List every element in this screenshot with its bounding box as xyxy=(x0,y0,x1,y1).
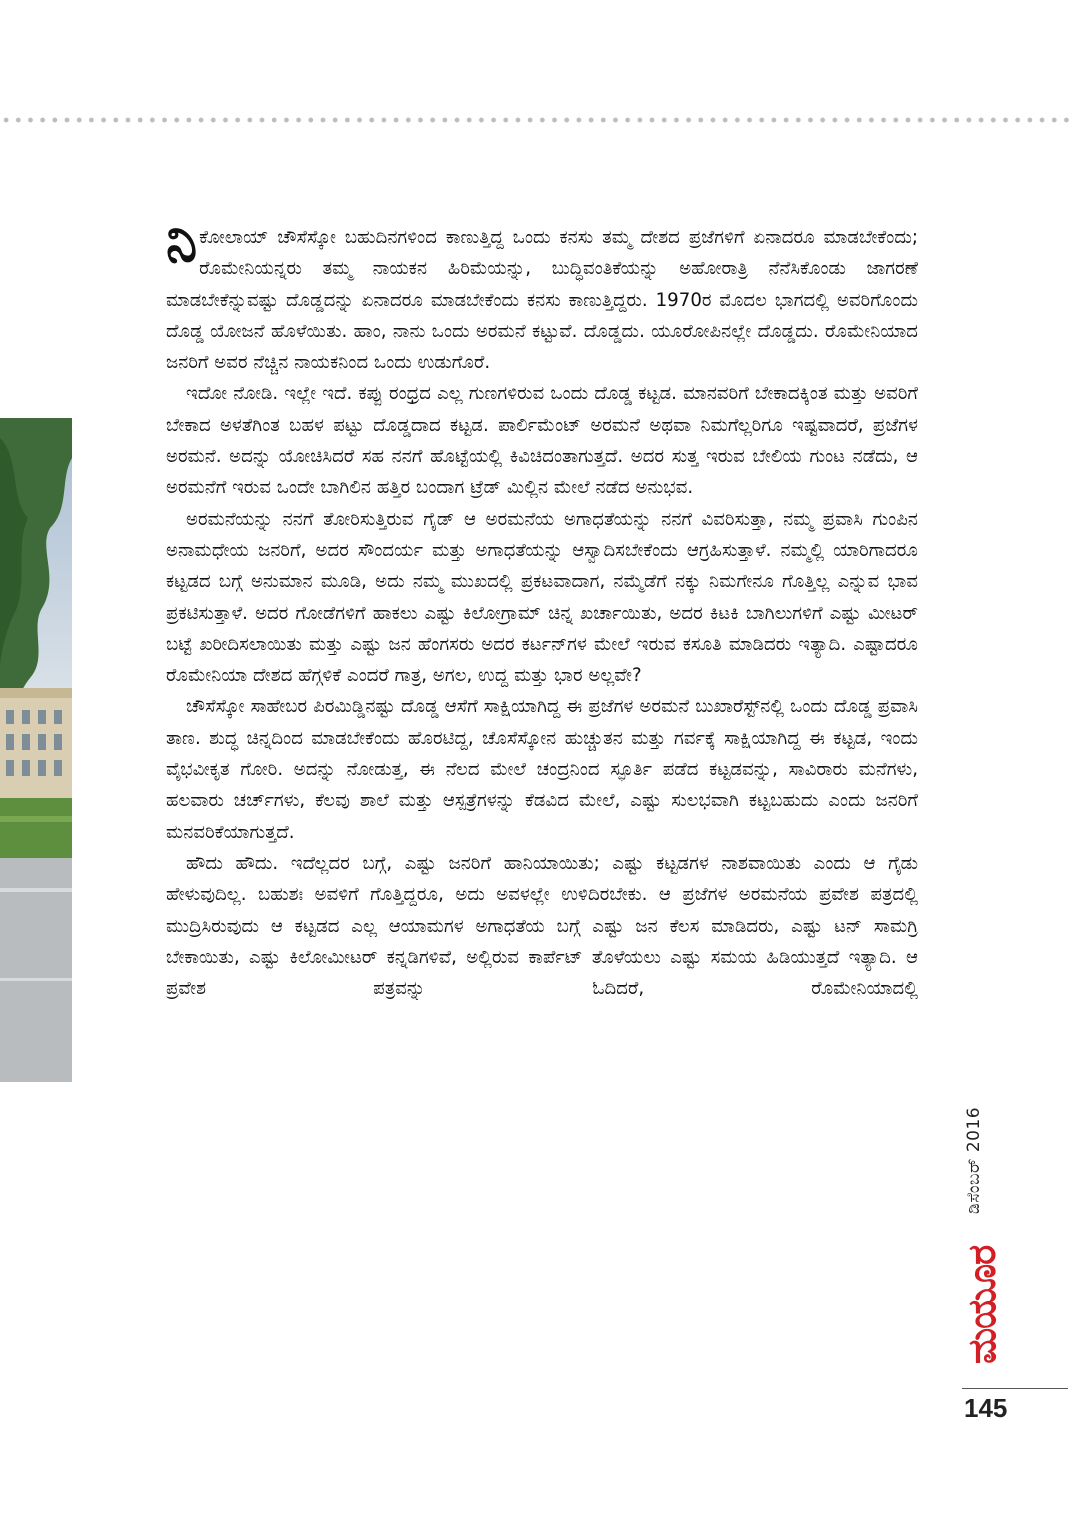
article-paragraph: ಅರಮನೆಯನ್ನು ನನಗೆ ತೋರಿಸುತ್ತಿರುವ ಗೈಡ್ ಆ ಅರಮನೆಯ ಅಗಾಧತೆಯನ್ನು ನನಗೆ ವಿವರಿಸುತ್ತಾ, ನಮ್ಮ ಪ್ರವಾಸಿ ಗುಂಪಿನ ಅನಾಮಧೇಯ ಜನರಿಗೆ, ಅದರ ಸೌಂದರ್ಯ ಮತ್ತು ಅಗಾಧತೆಯನ್ನು ಆಸ್ವಾದಿಸಬೇಕೆಂದು ಆಗ್ರಹಿಸುತ್ತಾಳೆ. ನಮ್ಮಲ್ಲಿ ಯಾರಿಗಾದರೂ ಕಟ್ಟಡದ ಬಗ್ಗೆ ಅನುಮಾನ ಮೂಡಿ, ಅದು ನಮ್ಮ ಮುಖದಲ್ಲಿ ಪ್ರಕಟವಾದಾಗ, ನಮ್ಮೆಡೆಗೆ ನಕ್ಕು ನಿಮಗೇನೂ ಗೊತ್ತಿಲ್ಲ ಎನ್ನುವ ಭಾವ ಪ್ರಕಟಿಸುತ್ತಾಳೆ. ಅದರ ಗೋಡೆಗಳಿಗೆ ಹಾಕಲು ಎಷ್ಟು ಕಿಲೋಗ್ರಾಮ್ ಚಿನ್ನ ಖರ್ಚಾಯಿತು, ಅದರ ಕಿಟಕಿ ಬಾಗಿಲುಗಳಿಗೆ ಎಷ್ಟು ಮೀಟರ್ ಬಟ್ಟೆ ಖರೀದಿಸಲಾಯಿತು ಮತ್ತು ಎಷ್ಟು ಜನ ಹೆಂಗಸರು ಅದರ ಕರ್ಟನ್‌ಗಳ ಮೇಲೆ ಇರುವ ಕಸೂತಿ ಮಾಡಿದರು ಇತ್ಯಾದಿ. ಎಷ್ಟಾದರೂ ರೊಮೇನಿಯಾ ದೇಶದ ಹೆಗ್ಗಳಿಕೆ ಎಂದರೆ ಗಾತ್ರ, ಅಗಲ, ಉದ್ದ ಮತ್ತು ಭಾರ ಅಲ್ಲವೇ? xyxy=(166,508,918,687)
article-paragraph xyxy=(166,209,918,378)
drop-cap: ನಿ xyxy=(166,209,198,275)
magazine-logo: ಮಯೂರ xyxy=(960,1245,1004,1364)
page-number: 145 xyxy=(964,1393,1008,1423)
paragraph-text: ಕೋಲಾಯ್ ಚೌಸೆಸ್ಕೋ ಬಹುದಿನಗಳಿಂದ ಕಾಣುತ್ತಿದ್ದ ಒಂದು ಕನಸು ತಮ್ಮ ದೇಶದ ಪ್ರಜೆಗಳಿಗೆ ಏನಾದರೂ ಮಾಡಬೇಕೆಂದು; ರೊಮೇನಿಯನ್ನರು ತಮ್ಮ ನಾಯಕನ ಹಿರಿಮೆಯನ್ನು, ಬುದ್ಧಿವಂತಿಕೆಯನ್ನು ಅಹೋರಾತ್ರಿ ನೆನೆಸಿಕೊಂಡು ಜಾಗರಣೆ ಮಾಡಬೇಕೆನ್ನುವಷ್ಟು ದೊಡ್ಡದನ್ನು ಏನಾದರೂ ಮಾಡಬೇಕೆಂದು ಕನಸು ಕಾಣುತ್ತಿದ್ದರು. 1970ರ ಮೊದಲ ಭಾಗದಲ್ಲಿ ಅವರಿಗೊಂದು ದೊಡ್ಡ ಯೋಜನೆ ಹೊಳೆಯಿತು. ಹಾಂ, ನಾನು ಒಂದು ಅರಮನೆ ಕಟ್ಟುವೆ. ದೊಡ್ಡದು. ಯೂರೋಪಿನಲ್ಲೇ ದೊಡ್ಡದು. ರೊಮೇನಿಯಾದ ಜನರಿಗೆ ಅವರ ನೆಚ್ಚಿನ ನಾಯಕನಿಂದ ಒಂದು ಉಡುಗೊರೆ. xyxy=(166,227,918,374)
article-paragraph: ಹೌದು ಹೌದು. ಇದೆಲ್ಲದರ ಬಗ್ಗೆ, ಎಷ್ಟು ಜನರಿಗೆ ಹಾನಿಯಾಯಿತು; ಎಷ್ಟು ಕಟ್ಟಡಗಳ ನಾಶವಾಯಿತು ಎಂದು ಆ ಗೈಡು ಹೇಳುವುದಿಲ್ಲ. ಬಹುಶಃ ಅವಳಿಗೆ ಗೊತ್ತಿದ್ದರೂ, ಅದು ಅವಳಲ್ಲೇ ಉಳಿದಿರಬೇಕು. ಆ ಪ್ರಜೆಗಳ ಅರಮನೆಯ ಪ್ರವೇಶ ಪತ್ರದಲ್ಲಿ ಮುದ್ರಿಸಿರುವುದು ಆ ಕಟ್ಟಡದ ಎಲ್ಲ ಆಯಾಮಗಳ ಅಗಾಧತೆಯ ಬಗ್ಗೆ ಎಷ್ಟು ಜನ ಕೆಲಸ ಮಾಡಿದರು, ಎಷ್ಟು ಟನ್ ಸಾಮಗ್ರಿ ಬೇಕಾಯಿತು, ಎಷ್ಟು ಕಿಲೋಮೀಟರ್ ಕನ್ನಡಿಗಳಿವೆ, ಅಲ್ಲಿರುವ ಕಾರ್ಪೆಟ್ ತೊಳೆಯಲು ಎಷ್ಟು ಸಮಯ ಹಿಡಿಯುತ್ತದೆ ಇತ್ಯಾದಿ. ಆ ಪ್ರವೇಶ ಪತ್ರವನ್ನು ಓದಿದರೆ, ರೊಮೇನಿಯಾದಲ್ಲಿ xyxy=(166,852,918,1000)
issue-date: ಡಿಸೆಂಬರ್ 2016 xyxy=(964,1106,984,1214)
dotted-divider xyxy=(0,116,1072,124)
article-body xyxy=(166,209,918,1004)
article-paragraph: ಚೌಸೆಸ್ಕೋ ಸಾಹೇಬರ ಪಿರಮಿಡ್ಡಿನಷ್ಟು ದೊಡ್ಡ ಆಸೆಗೆ ಸಾಕ್ಷಿಯಾಗಿದ್ದ ಈ ಪ್ರಜೆಗಳ ಅರಮನೆ ಬುಖಾರೆಸ್ಟ್‌ನಲ್ಲಿ ಒಂದು ದೊಡ್ಡ ಪ್ರವಾಸಿ ತಾಣ. ಶುದ್ಧ ಚಿನ್ನದಿಂದ ಮಾಡಬೇಕೆಂದು ಹೊರಟಿದ್ದ, ಚೊಸೆಸ್ಕೋನ ಹುಚ್ಚುತನ ಮತ್ತು ಗರ್ವಕ್ಕೆ ಸಾಕ್ಷಿಯಾಗಿದ್ದ ಈ ಕಟ್ಟಡ, ಇಂದು ವೈಭವೀಕೃತ ಗೋರಿ. ಅದನ್ನು ನೋಡುತ್ತ, ಈ ನೆಲದ ಮೇಲೆ ಚಂದ್ರನಿಂದ ಸ್ಫೂರ್ತಿ ಪಡೆದ ಕಟ್ಟಡವನ್ನು, ಸಾವಿರಾರು ಮನೆಗಳು, ಹಲವಾರು ಚರ್ಚ್‌ಗಳು, ಕೆಲವು ಶಾಲೆ ಮತ್ತು ಆಸ್ಪತ್ರೆಗಳನ್ನು ಕೆಡವಿದ ಮೇಲೆ, ಎಷ್ಟು ಸುಲಭವಾಗಿ ಕಟ್ಟಬಹುದು ಎಂದು ಜನರಿಗೆ ಮನವರಿಕೆಯಾಗುತ್ತದೆ. xyxy=(166,696,918,843)
article-paragraph: ಇದೋ ನೋಡಿ. ಇಲ್ಲೇ ಇದೆ. ಕಪ್ಪು ರಂಧ್ರದ ಎಲ್ಲ ಗುಣಗಳಿರುವ ಒಂದು ದೊಡ್ಡ ಕಟ್ಟಡ. ಮಾನವರಿಗೆ ಬೇಕಾದಕ್ಕಿಂತ ಮತ್ತು ಅವರಿಗೆ ಬೇಕಾದ ಅಳತೆಗಿಂತ ಬಹಳ ಪಟ್ಟು ದೊಡ್ಡದಾದ ಕಟ್ಟಡ. ಪಾರ್ಲಿಮೆಂಟ್ ಅರಮನೆ ಅಥವಾ ನಿಮಗೆಲ್ಲರಿಗೂ ಇಷ್ಟವಾದರೆ, ಪ್ರಜೆಗಳ ಅರಮನೆ. ಅದನ್ನು ಯೋಚಿಸಿದರೆ ಸಹ ನನಗೆ ಹೊಟ್ಟೆಯಲ್ಲಿ ಕಿವಿಚಿದಂತಾಗುತ್ತದೆ. ಅದರ ಸುತ್ತ ಇರುವ ಬೇಲಿಯ ಗುಂಟ ನಡೆದು, ಆ ಅರಮನೆಗೆ ಇರುವ ಒಂದೇ ಬಾಗಿಲಿನ ಹತ್ತಿರ ಬಂದಾಗ ಟ್ರೆಡ್ ಮಿಲ್ಲಿನ ಮೇಲೆ ನಡೆದ ಅನುಭವ. xyxy=(166,383,918,499)
building-photo xyxy=(0,418,72,1082)
page-number-rule xyxy=(962,1388,1068,1389)
